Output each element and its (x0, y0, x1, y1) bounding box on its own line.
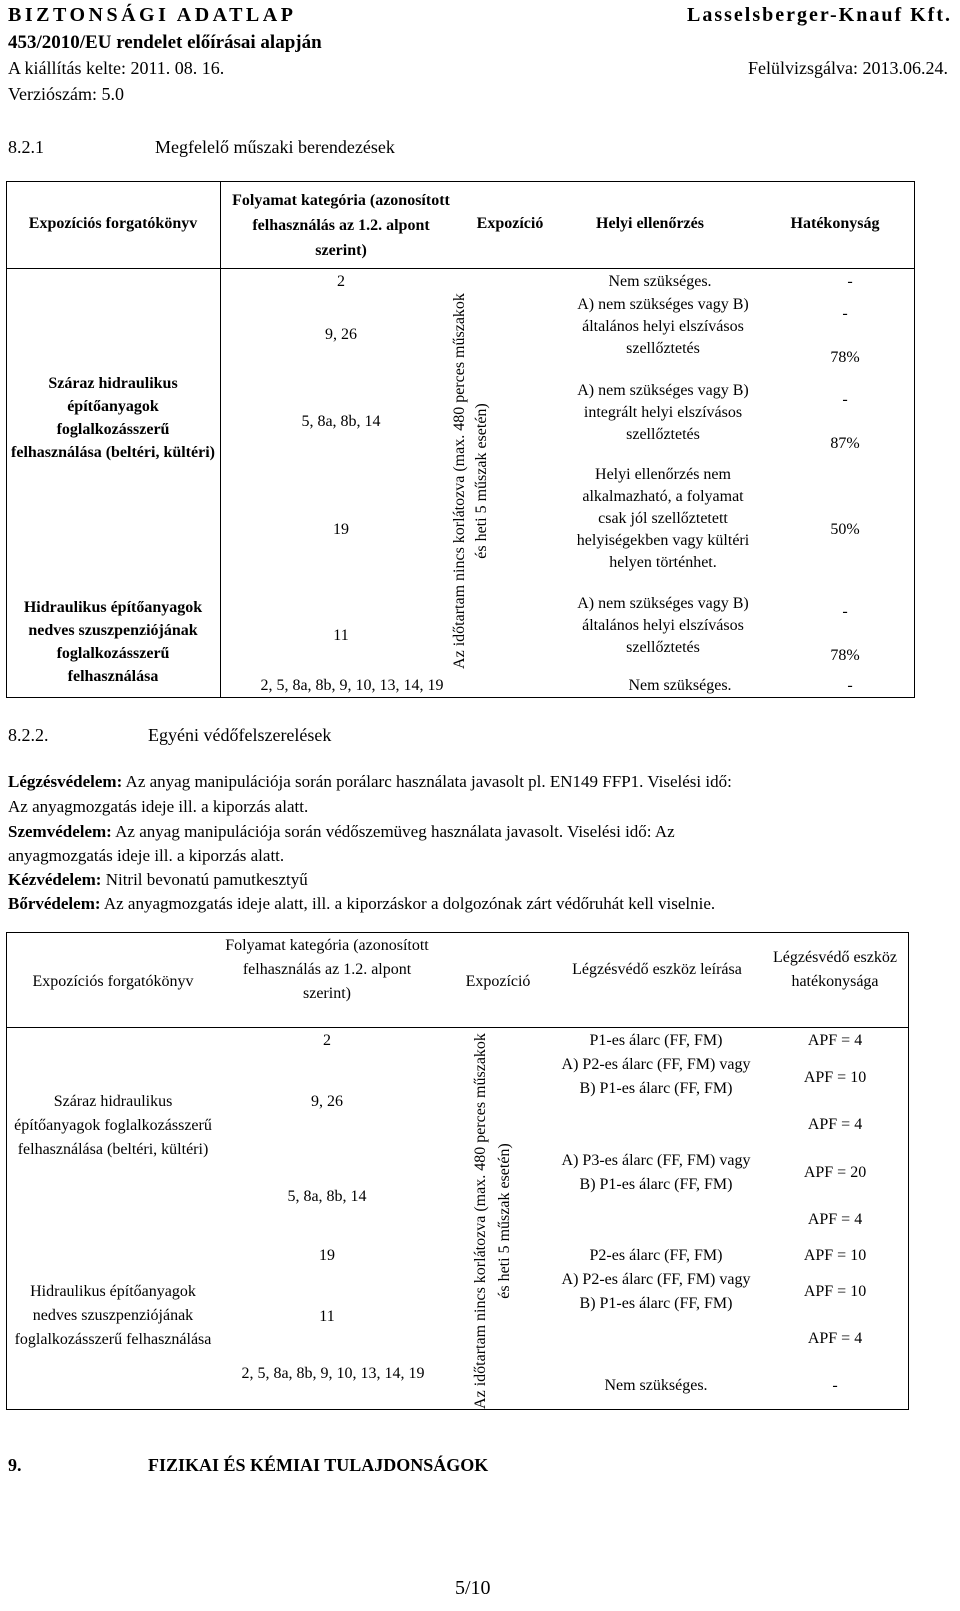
table-row-process: 11 (333, 627, 349, 644)
table-row-device: P2-es álarc (FF, FM) (589, 1247, 723, 1264)
table-row-device: A) P3-es álarc (FF, FM) vagy B) P1-es álarc (FF, FM) (561, 1152, 751, 1193)
scenario-wet: Hidraulikus építőanyagok nedves szuszpenziójának foglalkozásszerű felhasználása (14, 1283, 212, 1348)
header-device: Légzésvédő eszköz leírása (572, 961, 742, 978)
ppe-label: Kézvédelem: (8, 870, 102, 889)
section-title: Megfelelő műszaki berendezések (155, 137, 395, 157)
ppe-label: Szemvédelem: (8, 822, 112, 841)
scenario-wet: Hidraulikus építőanyagok nedves szuszpenziójának foglalkozásszerű felhasználása (23, 599, 203, 685)
table-row-process: 19 (333, 521, 349, 538)
table-row-efficiency: 78% (830, 647, 860, 664)
section-number: 8.2.1 (8, 137, 44, 157)
table-row-efficiency: - (847, 273, 853, 290)
ppe-hand (8, 870, 308, 890)
company-name: Lasselsberger-Knauf Kft. (686, 4, 952, 26)
page-number: 5/10 (455, 1577, 491, 1599)
table-row-efficiency: - (842, 391, 848, 408)
header-exposure: Expozíció (465, 973, 531, 990)
table-row-apf: APF = 10 (803, 1247, 867, 1264)
version-number: Verziószám: 5.0 (8, 84, 124, 104)
section-title: FIZIKAI ÉS KÉMIAI TULAJDONSÁGOK (148, 1455, 489, 1475)
exposure-note: Az időtartam nincs korlátozva (max. 480 perces műszakok és heti 5 műszak esetén) (472, 1033, 513, 1409)
table-row-efficiency: - (847, 677, 853, 694)
table-row-device: P1-es álarc (FF, FM) (589, 1032, 723, 1049)
ppe-label: Bőrvédelem: (8, 894, 101, 913)
table-row-efficiency: 50% (830, 521, 860, 538)
revision-date: Felülvizsgálva: 2013.06.24. (748, 58, 948, 78)
table-row-efficiency: - (842, 603, 848, 620)
table-row-process: 9, 26 (311, 1093, 343, 1110)
table-row-apf: APF = 10 (803, 1283, 867, 1300)
table-row-efficiency: - (842, 305, 848, 322)
header-exposure: Expozíció (476, 215, 544, 232)
section-number: 8.2.2. (8, 725, 49, 745)
ppe-text: anyagmozgatás ideje ill. a kiporzás alatt. (8, 846, 285, 865)
table-row-control: Helyi ellenőrzés nem alkalmazható, a folyamat csak jól szellőztetett helyiségekben vagy kültéri helyen történhet. (576, 466, 750, 571)
table-row-control: A) nem szükséges vagy B) általános helyi elszívásos szellőztetés (577, 595, 749, 656)
section-title: Egyéni védőfelszerelések (148, 725, 332, 745)
section-number: 9. (8, 1455, 22, 1475)
table-row-apf: APF = 4 (807, 1330, 863, 1347)
table-row-device: A) P2-es álarc (FF, FM) vagy B) P1-es álarc (FF, FM) (561, 1056, 751, 1097)
table-row-control: Nem szükséges. (608, 273, 712, 290)
table-row-apf: APF = 4 (807, 1032, 863, 1049)
header-control: Helyi ellenőrzés (596, 215, 704, 232)
ppe-skin (8, 894, 715, 914)
header-efficiency: Hatékonyság (790, 215, 880, 232)
ppe-text: Az anyag manipulációja során porálarc használata javasolt pl. EN149 FFP1. Viselési idő: (125, 772, 732, 791)
header-process: Folyamat kategória (azonosított felhasználás az 1.2. alpont szerint) (225, 937, 429, 1002)
table-row-process: 5, 8a, 8b, 14 (287, 1188, 367, 1205)
header-scenario: Expozíciós forgatókönyv (28, 215, 198, 232)
table-row-efficiency: 87% (830, 435, 860, 452)
scenario-dry: Száraz hidraulikus építőanyagok foglalkozásszerű felhasználása (beltéri, kültéri) (14, 1093, 212, 1158)
exposure-note: Az időtartam nincs korlátozva (max. 480 perces műszakok és heti 5 műszak esetén) (451, 293, 490, 669)
table-row-apf: APF = 10 (803, 1069, 867, 1086)
ppe-text: Az anyagmozgatás ideje ill. a kiporzás alatt. (8, 797, 309, 816)
table-row-process: 11 (319, 1308, 335, 1325)
table-row-process: 9, 26 (325, 326, 357, 343)
table-row-device: A) P2-es álarc (FF, FM) vagy B) P1-es álarc (FF, FM) (561, 1271, 751, 1312)
table-row-process: 2, 5, 8a, 8b, 9, 10, 13, 14, 19 (260, 677, 444, 694)
table-row-control: A) nem szükséges vagy B) integrált helyi elszívásos szellőztetés (577, 382, 749, 443)
table-row-apf: APF = 20 (803, 1164, 867, 1181)
table-row-efficiency: 78% (830, 349, 860, 366)
document-title: BIZTONSÁGI ADATLAP (8, 4, 297, 26)
table-row-process: 2 (337, 273, 345, 290)
ppe-eye (8, 822, 675, 842)
ppe-text: Nitril bevonatú pamutkesztyű (105, 870, 308, 889)
table-row-process: 2 (323, 1032, 331, 1049)
ppe-text: Az anyag manipulációja során védőszemüveg használata javasolt. Viselési idő: Az (115, 822, 675, 841)
regulation-line: 453/2010/EU rendelet előírásai alapján (8, 32, 322, 53)
table-row-apf: APF = 4 (807, 1116, 863, 1133)
table-row-apf: - (832, 1377, 838, 1394)
table-row-process: 2, 5, 8a, 8b, 9, 10, 13, 14, 19 (241, 1365, 425, 1382)
table-row-device: Nem szükséges. (604, 1377, 708, 1394)
scenario-dry: Száraz hidraulikus építőanyagok foglalkozásszerű felhasználása (beltéri, kültéri) (11, 375, 215, 461)
table-row-process: 5, 8a, 8b, 14 (301, 413, 381, 430)
table-row-apf: APF = 4 (807, 1211, 863, 1228)
ppe-label: Légzésvédelem: (8, 772, 123, 791)
ppe-respiratory (8, 772, 732, 792)
table-row-process: 19 (319, 1247, 335, 1264)
table-row-control: Nem szükséges. (628, 677, 732, 694)
header-scenario: Expozíciós forgatókönyv (32, 973, 194, 990)
table-row-control: A) nem szükséges vagy B) általános helyi elszívásos szellőztetés (577, 296, 749, 357)
issue-date: A kiállítás kelte: 2011. 08. 16. (8, 58, 225, 78)
header-efficiency: Légzésvédő eszköz hatékonysága (773, 949, 897, 990)
header-process: Folyamat kategória (azonosított felhasználás az 1.2. alpont szerint) (232, 192, 450, 259)
ppe-text: Az anyagmozgatás ideje alatt, ill. a kiporzáskor a dolgozónak zárt védőruhát kell viselnie. (103, 894, 716, 913)
